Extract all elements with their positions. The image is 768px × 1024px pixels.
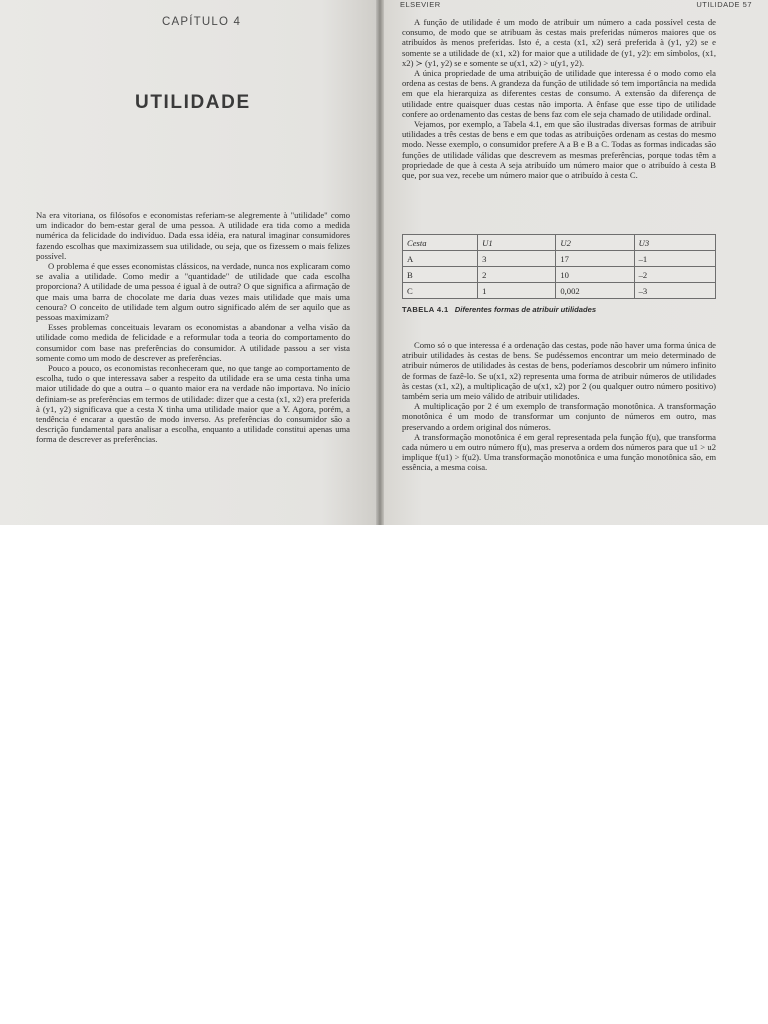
table-cell: 2	[478, 267, 556, 283]
paragraph: Pouco a pouco, os economistas reconheceram que, no que tange ao comportamento de escolha, tudo o que interessava saber a respeito da utilidade era se uma cesta tinha uma maior utilidade do que a outra – o quanto maior era na verdade não importava. No início definiam-se as preferências em termos de utilidade: dizer que a cesta (x1, x2) era preferida à (y1, y2) significava que a cesta X tinha uma utilidade maior que a Y. Agora, porém, a tendência é encarar a questão de modo inverso. As preferências do consumidor são a descrição fundamental para analisar a escolha, enquanto a utilidade constitui apenas uma forma de descrever as preferências.	[36, 363, 350, 445]
table-cell: 0,002	[556, 283, 634, 299]
table-cell: A	[403, 251, 478, 267]
table-cell: –3	[634, 283, 715, 299]
paragraph: Na era vitoriana, os filósofos e economistas referiam-se alegremente à "utilidade" como um indicador do bem-estar geral de uma pessoa. A utilidade era tida como a medida numérica da felicidade do indivíduo. Dada essa idéia, era natural imaginar consumidores fazendo escolhas que maximizassem sua utilidade, ou seja, que os fizessem o mais felizes possível.	[36, 210, 350, 261]
table-cell: –1	[634, 251, 715, 267]
table-cell: C	[403, 283, 478, 299]
table-cell: –2	[634, 267, 715, 283]
utility-table-block	[402, 234, 716, 314]
table-cell: B	[403, 267, 478, 283]
table-row	[403, 283, 716, 299]
paragraph: A função de utilidade é um modo de atribuir um número a cada possível cesta de consumo, de modo que se atribuam às cestas mais preferidas números maiores que os atribuídos às menos preferidas. Isto é, a cesta (x1, x2) será preferida à (y1, y2) se e somente se a utilidade de (x1, x2) for maior que a utilidade de (y1, y2): em símbolos, (x1, x2) ≻ (y1, y2) se e somente se u(x1, x2) > u(y1, y2).	[402, 17, 716, 68]
table-header-cell: Cesta	[403, 235, 478, 251]
chapter-title: UTILIDADE	[135, 92, 251, 113]
table-cell: 17	[556, 251, 634, 267]
utility-table	[402, 234, 716, 299]
running-head	[400, 0, 752, 10]
table-caption-label: TABELA 4.1	[402, 305, 449, 314]
left-body-text	[36, 210, 350, 445]
table-caption	[402, 305, 716, 314]
table-row	[403, 267, 716, 283]
paragraph: Vejamos, por exemplo, a Tabela 4.1, em que são ilustradas diversas formas de atribuir utilidades a três cestas de bens e em que todas as atribuições ordenam as cestas do mesmo modo. Nesse exemplo, o consumidor prefere A a B e B a C. Todas as formas indicadas são funções de utilidade válidas que descrevem as mesmas preferências, porque todas têm a propriedade de que à cesta A seja atribuído um número maior que o atribuído à cesta B que, por sua vez, recebe um número maior que o atribuído à cesta C.	[402, 119, 716, 181]
table-header-row	[403, 235, 716, 251]
publisher-name: ELSEVIER	[400, 0, 441, 9]
paragraph: A multiplicação por 2 é um exemplo de transformação monotônica. A transformação monotônica é um modo de transformar um conjunto de números em outro, mas preservando a ordem original dos números.	[402, 401, 716, 432]
paragraph: O problema é que esses economistas clássicos, na verdade, nunca nos explicaram como se avalia a utilidade. Como medir a "quantidade" de utilidade que cada escolha proporciona? A utilidade de uma pessoa é igual à de outra? O que significa a afirmação de que mais uma barra de chocolate me daria duas vezes mais utilidade que mais uma cenoura? O conceito de utilidade tem algum outro significado além de ser aquilo que as pessoas maximizam?	[36, 261, 350, 323]
paragraph: A transformação monotônica é em geral representada pela função f(u), que transforma cada número u em outro número f(u), mas preserva a ordem dos números para que u1 > u2 implique f(u1) > f(u2). Uma transformação monotônica e uma função monotônica são, em essência, a mesma coisa.	[402, 431, 716, 473]
paragraph: Como só o que interessa é a ordenação das cestas, pode não haver uma forma única de atribuir utilidades às cestas de bens. Se pudéssemos encontrar um meio determinado de atribuir números de utilidades às cestas de bens, poderíamos descobrir um número infinito de formas de fazê-lo. Se u(x1, x2) representa uma forma de atribuir números de utilidades às cestas (x1, x2), a multiplicação de u(x1, x2) por 2 (ou qualquer outro número positivo) também seria um meio válido de atribuir utilidades.	[402, 340, 716, 402]
table-cell: 10	[556, 267, 634, 283]
chapter-label: CAPÍTULO 4	[162, 16, 242, 28]
table-caption-text: Diferentes formas de atribuir utilidades	[454, 305, 597, 314]
paragraph: Esses problemas conceituais levaram os economistas a abandonar a velha visão da utilidade como medida de felicidade e a reformular toda a teoria do comportamento do consumidor com base nas preferências do consumidor. A utilidade passou a ser vista somente como um modo de descrever as preferências.	[36, 322, 350, 363]
table-header-cell: U1	[478, 235, 556, 251]
table-header-cell: U2	[556, 235, 634, 251]
paragraph: A única propriedade de uma atribuição de utilidade que interessa é o modo como ela ordena as cestas de bens. A grandeza da função de utilidade só tem importância na medida em que ela hierarquiza as diferentes cestas de consumo. A extensão da diferença de utilidade entre quaisquer duas cestas não importa. A ênfase que esse tipo de utilidade confere ao ordenamento das cestas de bens faz com ele seja chamado de utilidade ordinal.	[402, 68, 716, 119]
table-row	[403, 251, 716, 267]
right-body-text-bottom	[402, 340, 716, 473]
table-header-cell: U3	[634, 235, 715, 251]
table-cell: 3	[478, 251, 556, 267]
book-gutter	[376, 0, 384, 525]
right-body-text-top	[402, 17, 716, 180]
chapter-page-number: UTILIDADE 57	[696, 0, 752, 9]
table-cell: 1	[478, 283, 556, 299]
